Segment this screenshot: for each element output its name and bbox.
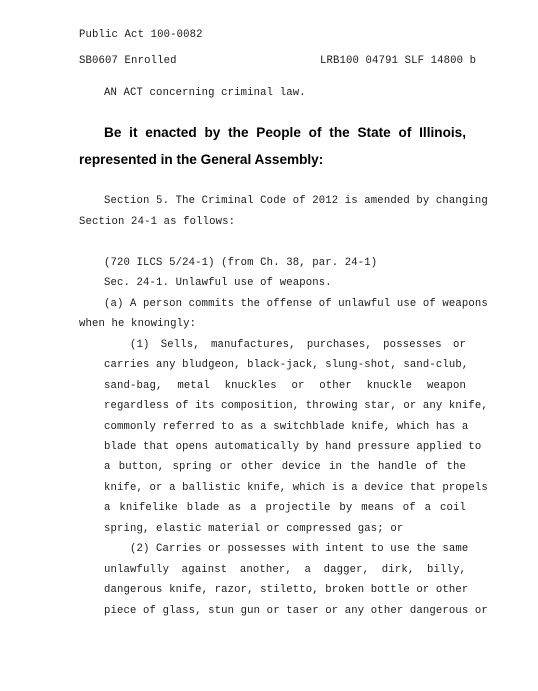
item-2-line: (2) Carries or possesses with intent to use the same bbox=[130, 543, 469, 555]
bill-number: SB0607 Enrolled bbox=[79, 55, 177, 67]
item-2-line: dangerous knife, razor, stiletto, broken bottle or other bbox=[104, 584, 469, 596]
item-1-line: knife, or a ballistic knife, which is a device that propels bbox=[104, 482, 488, 494]
item-1-line: (1) Sells, manufactures, purchases, possesses or bbox=[130, 339, 466, 351]
enacting-clause-line-1: Be it enacted by the People of the State of Illinois, bbox=[104, 125, 466, 140]
item-2-line: piece of glass, stun gun or taser or any other dangerous or bbox=[104, 605, 488, 617]
item-1-line: blade that opens automatically by hand pressure applied to bbox=[104, 441, 482, 453]
act-title: AN ACT concerning criminal law. bbox=[104, 87, 306, 99]
item-1-line: regardless of its composition, throwing star, or any knife, bbox=[104, 400, 488, 412]
statute-citation: (720 ILCS 5/24-1) (from Ch. 38, par. 24-1) bbox=[104, 257, 378, 269]
paragraph-a-line-1: (a) A person commits the offense of unlawful use of weapons bbox=[104, 298, 488, 310]
item-1-line: commonly referred to as a switchblade knife, which has a bbox=[104, 421, 469, 433]
section-5-line-2: Section 24-1 as follows: bbox=[79, 216, 236, 228]
public-act-number: Public Act 100-0082 bbox=[79, 29, 203, 41]
section-5-line-1: Section 5. The Criminal Code of 2012 is amended by changing bbox=[104, 195, 488, 207]
paragraph-a-line-2: when he knowingly: bbox=[79, 318, 197, 330]
item-1-line: carries any bludgeon, black-jack, slung-shot, sand-club, bbox=[104, 359, 469, 371]
enacting-clause-line-2: represented in the General Assembly: bbox=[79, 152, 324, 167]
item-1-line: spring, elastic material or compressed gas; or bbox=[104, 523, 404, 535]
item-1-line: a button, spring or other device in the handle of the bbox=[104, 461, 466, 473]
lrb-number: LRB100 04791 SLF 14800 b bbox=[320, 55, 477, 67]
item-1-line: a knifelike blade as a projectile by means of a coil bbox=[104, 502, 466, 514]
section-heading: Sec. 24-1. Unlawful use of weapons. bbox=[104, 277, 332, 289]
item-1-line: sand-bag, metal knuckles or other knuckle weapon bbox=[104, 380, 466, 392]
item-2-line: unlawfully against another, a dagger, dirk, billy, bbox=[104, 564, 466, 576]
